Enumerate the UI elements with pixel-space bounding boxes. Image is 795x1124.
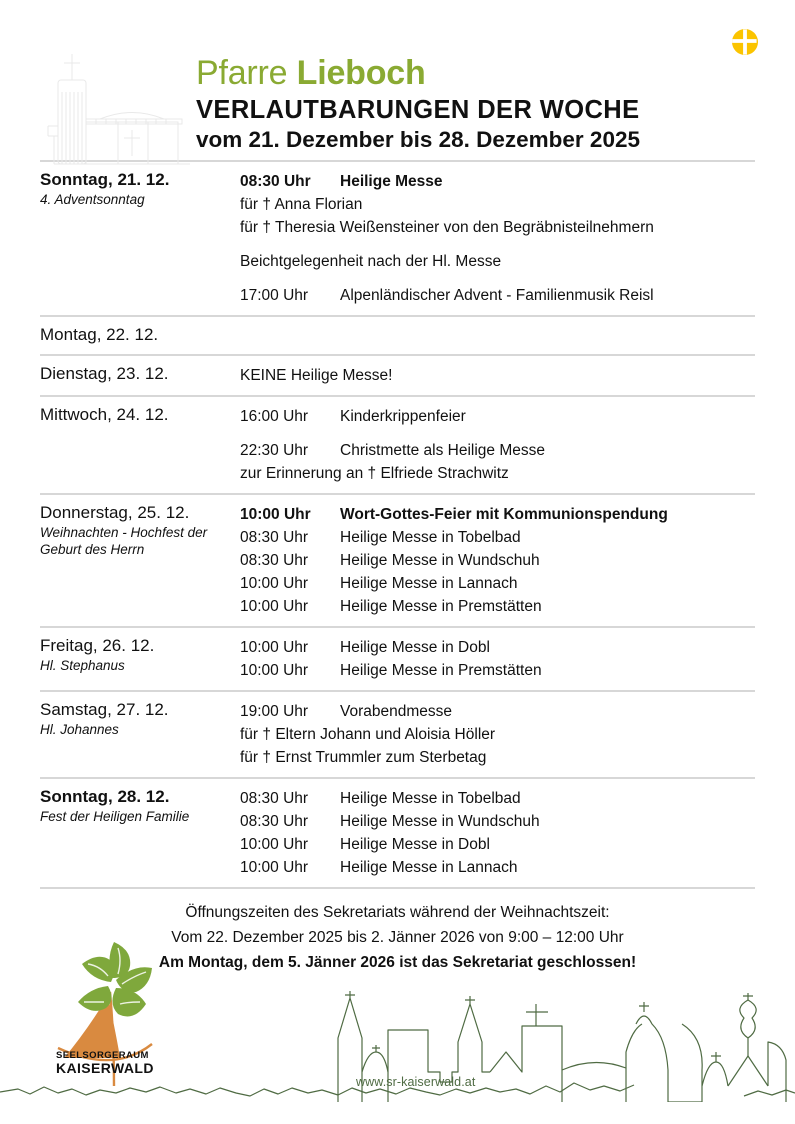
event-text: zur Erinnerung an † Elfriede Strachwitz [240, 465, 509, 482]
event-time: 10:00 Uhr [240, 598, 309, 615]
day-name: Freitag, 26. 12. [40, 636, 155, 655]
day-row [40, 356, 755, 397]
event-time: 10:00 Uhr [240, 859, 309, 876]
event-time: 08:30 Uhr [240, 813, 309, 830]
event-entry [240, 405, 755, 428]
event-time: 08:30 Uhr [240, 173, 311, 190]
day-name: Dienstag, 23. 12. [40, 364, 169, 383]
event-description: Alpenländischer Advent - Familienmusik Reisl [340, 287, 654, 304]
day-name: Donnerstag, 25. 12. [40, 503, 190, 522]
event-time: 10:00 Uhr [240, 662, 309, 679]
event-description: Christmette als Heilige Messe [340, 442, 546, 459]
event-time: 08:30 Uhr [240, 552, 309, 569]
event-description: Heilige Messe in Wundschuh [340, 552, 540, 569]
event-description: Heilige Messe in Wundschuh [340, 813, 540, 830]
day-row [40, 162, 755, 317]
event-time: 16:00 Uhr [240, 408, 309, 425]
event-entry [240, 572, 755, 595]
event-time: 10:00 Uhr [240, 639, 309, 656]
event-entry [240, 700, 755, 723]
day-label-cell [40, 502, 240, 558]
weekly-schedule [40, 160, 755, 889]
day-row [40, 692, 755, 779]
footer-graphics [0, 929, 795, 1124]
day-label-cell [40, 404, 240, 426]
office-hours-line-1: Öffnungszeiten des Sekretariats während der Weihnachtszeit: [185, 904, 610, 921]
day-row [40, 317, 755, 356]
event-entry [240, 170, 755, 193]
day-name: Montag, 22. 12. [40, 325, 159, 344]
day-note: Hl. Stephanus [40, 658, 125, 673]
event-description: Wort-Gottes-Feier mit Kommunionspendung [340, 506, 668, 523]
day-label-cell [40, 786, 240, 825]
day-name: Mittwoch, 24. 12. [40, 405, 169, 424]
event-text: Beichtgelegenheit nach der Hl. Messe [240, 253, 502, 270]
event-text: für † Ernst Trummler zum Sterbetag [240, 749, 487, 766]
cross-in-circle-icon [730, 27, 760, 57]
day-note: Hl. Johannes [40, 722, 119, 737]
event-entry [240, 284, 755, 307]
event-text: für † Anna Florian [240, 196, 363, 213]
event-entry [240, 439, 755, 462]
day-name: Sonntag, 28. 12. [40, 787, 170, 806]
seelsorgeraum-kaiserwald-logo [48, 936, 218, 1096]
day-row [40, 628, 755, 692]
day-row [40, 495, 755, 628]
day-events-cell [240, 404, 755, 485]
day-events-cell [240, 502, 755, 618]
event-time: 10:00 Uhr [240, 836, 309, 853]
event-description: Heilige Messe in Premstätten [340, 662, 542, 679]
day-note: 4. Adventsonntag [40, 192, 145, 207]
parish-prefix: Pfarre [196, 54, 288, 92]
day-label-cell [40, 363, 240, 385]
event-time: 08:30 Uhr [240, 790, 309, 807]
event-description: Heilige Messe in Tobelbad [340, 529, 521, 546]
page-title [196, 53, 640, 93]
event-entry [240, 856, 755, 879]
parish-name: Lieboch [296, 54, 426, 92]
office-hours-line-3: Am Montag, dem 5. Jänner 2026 ist das Sekretariat geschlossen! [158, 954, 637, 971]
day-label-cell [40, 169, 240, 208]
day-label-cell [40, 324, 240, 346]
day-note: Fest der Heiligen Familie [40, 809, 190, 824]
event-description: Heilige Messe in Dobl [340, 836, 490, 853]
event-time: 10:00 Uhr [240, 506, 311, 523]
day-row [40, 779, 755, 889]
event-description: Heilige Messe in Lannach [340, 859, 518, 876]
event-description: Kinderkrippenfeier [340, 408, 466, 425]
page-subtitle: VERLAUTBARUNGEN DER WOCHE [196, 96, 640, 124]
event-time: 10:00 Uhr [240, 575, 309, 592]
day-label-cell [40, 699, 240, 738]
day-row [40, 397, 755, 495]
title-block [196, 53, 640, 154]
event-entry [240, 526, 755, 549]
event-entry [240, 595, 755, 618]
logo-line-1: SEELSORGERAUM [56, 1050, 149, 1061]
event-description: Heilige Messe in Lannach [340, 575, 518, 592]
event-description: Heilige Messe in Dobl [340, 639, 490, 656]
website-url[interactable]: www.sr-kaiserwald.at [356, 1075, 476, 1089]
event-time: 22:30 Uhr [240, 442, 309, 459]
event-description: Vorabendmesse [340, 703, 453, 720]
office-hours-line-2: Vom 22. Dezember 2025 bis 2. Jänner 2026 von 9:00 – 12:00 Uhr [171, 929, 624, 946]
day-events-cell [240, 169, 755, 307]
day-events-cell [240, 786, 755, 879]
date-range: vom 21. Dezember bis 28. Dezember 2025 [196, 127, 640, 152]
day-events-cell [240, 363, 755, 387]
day-note: Weihnachten - Hochfest der Geburt des Herrn [40, 525, 208, 557]
event-text: KEINE Heilige Messe! [240, 367, 393, 384]
event-description: Heilige Messe in Tobelbad [340, 790, 521, 807]
church-line-art-icon [40, 48, 200, 170]
day-events-cell [240, 699, 755, 769]
event-time: 17:00 Uhr [240, 287, 309, 304]
event-description: Heilige Messe in Premstätten [340, 598, 542, 615]
day-name: Sonntag, 21. 12. [40, 170, 170, 189]
event-text: für † Theresia Weißensteiner von den Begräbnisteilnehmern [240, 219, 654, 236]
event-entry [240, 503, 755, 526]
day-events-cell [240, 324, 755, 325]
event-entry [240, 787, 755, 810]
event-description: Heilige Messe [340, 173, 443, 190]
event-time: 08:30 Uhr [240, 529, 309, 546]
event-entry [240, 659, 755, 682]
event-entry [240, 833, 755, 856]
event-text: für † Eltern Johann und Aloisia Höller [240, 726, 496, 743]
day-label-cell [40, 635, 240, 674]
page-header [0, 0, 795, 160]
event-entry [240, 636, 755, 659]
event-entry [240, 549, 755, 572]
day-name: Samstag, 27. 12. [40, 700, 169, 719]
logo-line-2: KAISERWALD [56, 1060, 154, 1076]
event-entry [240, 810, 755, 833]
day-events-cell [240, 635, 755, 682]
event-time: 19:00 Uhr [240, 703, 309, 720]
